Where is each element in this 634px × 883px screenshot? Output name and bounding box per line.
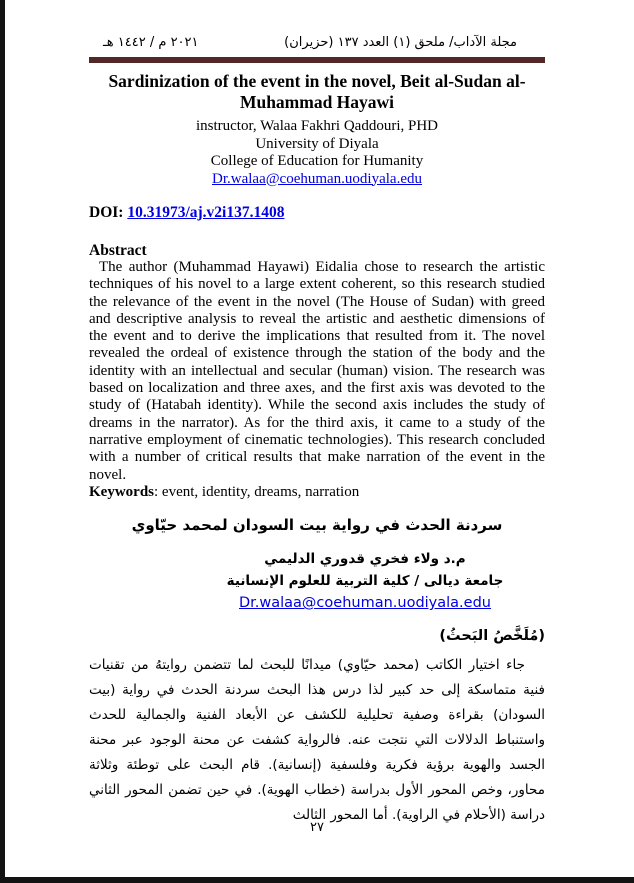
- author-name-arabic: م.د ولاء فخري قدوري الدليمي: [264, 551, 466, 568]
- scan-edge-left: [0, 0, 5, 883]
- author-email-link-arabic[interactable]: Dr.walaa@coehuman.uodiyala.edu: [238, 595, 491, 612]
- doi-line: [89, 204, 545, 222]
- author-block-english: [89, 118, 545, 188]
- paper-title-english: [89, 71, 545, 113]
- journal-header: [89, 34, 545, 51]
- abstract-heading: Abstract: [89, 242, 147, 259]
- header-date: ٢٠٢١ م / ١٤٤٢ هـ: [103, 35, 199, 50]
- title-line-1: Sardinization of the event in the novel, Beit al-Sudan al-: [108, 71, 526, 91]
- doi-label: DOI:: [89, 204, 128, 221]
- keywords-label: Keywords: [89, 483, 154, 500]
- arabic-section: [89, 515, 545, 828]
- header-rule: [89, 57, 545, 63]
- author-email-link[interactable]: Dr.walaa@coehuman.uodiyala.edu: [212, 170, 422, 187]
- author-affiliation-arabic: جامعة ديالى / كلية التربية للعلوم الإنسانية: [226, 573, 504, 590]
- header-journal-name: مجلة الآداب/ ملحق (١) العدد ١٣٧ (حزيران): [284, 35, 517, 50]
- author-college: College of Education for Humanity: [210, 153, 424, 169]
- scan-edge-bottom: [0, 877, 634, 883]
- author-university: University of Diyala: [255, 135, 379, 152]
- paper-title-arabic: سردنة الحدث في رواية بيت السودان لمحمد حيّاوي: [131, 516, 503, 535]
- arabic-summary-heading: (مُلَخَّصُ البَحثُ): [439, 628, 545, 645]
- title-line-2: Muhammad Hayawi: [239, 92, 395, 112]
- keywords-line: [89, 484, 545, 501]
- abstract-text: The author (Muhammad Hayawi) Eidalia chose to research the artistic techniques of his novel to a large extent coherent, so this research studied the relevance of the event in the novel (The House of Sudan) with greed and descriptive analysis to reveal the artistic and aesthetic dimensions of the event and to derive the implications that resulted from it. The novel revealed the ordeal of existence through the station of the body and the identity with an intellectual and secular (human) vision. The research was based on localization and three axes, and the first axis was devoted to the study of (Hatabah identity). While the second axis includes the study of dreams in the narrator). As for the third axis, it came to a study of the narrative employment of cinematic technologies). This research concluded with a number of critical results that make narration of the event in the novel.: [89, 259, 545, 483]
- author-block-arabic: [185, 548, 545, 614]
- keywords-list: : event, identity, dreams, narration: [154, 483, 360, 500]
- arabic-summary-text: جاء اختيار الكاتب (محمد حيّاوي) ميدانًا للبحث لما تتضمن روايتهُ من تقنيات فنية متماسكة إلى حد كبير لذا درس هذا البحث سردنة الحدث في رواية (بيت السودان) بقراءة وصفية تحليلية للكشف عن الأبعاد الفنية والجمالية للحدث واستنباط الدلالات التي نتجت عنه. فالرواية كشفت عن محنة الوجود عبر محنة الجسد والهوية برؤية فكرية وفلسفية (إنسانية). قام البحث على توطئة وثلاثة محاور، وخص المحور الأول بدراسة (خطاب الهوية). في حين تضمن المحور الثاني دراسة (الأحلام في الراوية). أما المحور الثالث: [89, 657, 545, 824]
- doi-link[interactable]: 10.31973/aj.v2i137.1408: [127, 204, 285, 221]
- page-content: [89, 34, 545, 828]
- page-number: ٢٧: [310, 820, 324, 835]
- author-name: instructor, Walaa Fakhri Qaddouri, PHD: [195, 118, 439, 134]
